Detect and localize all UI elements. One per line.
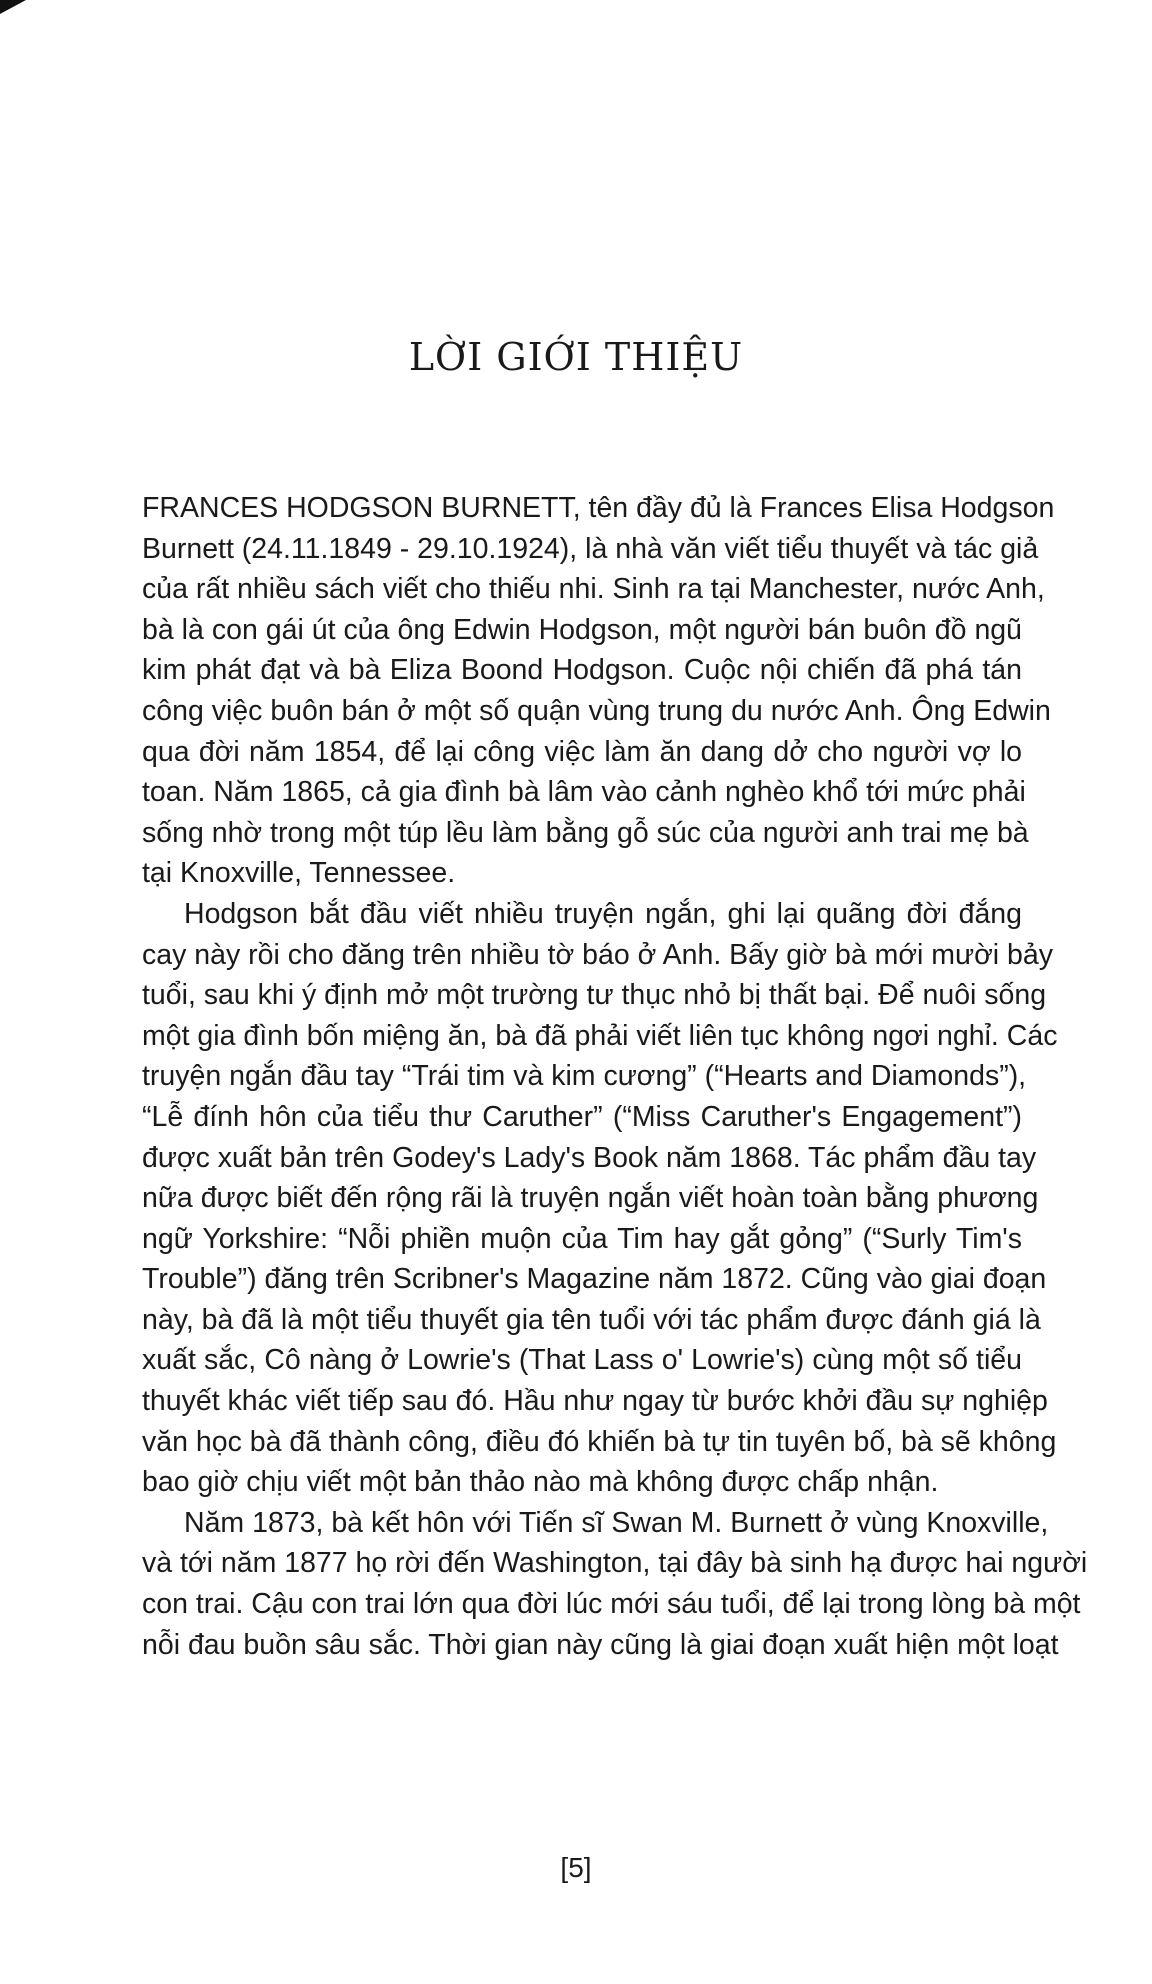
text-line: và tới năm 1877 họ rời đến Washington, tại đây bà sinh hạ được hai người bbox=[142, 1547, 1088, 1580]
body-text bbox=[142, 488, 1088, 1665]
text-line: Trouble”) đăng trên Scribner's Magazine năm 1872. Cũng vào giai đoạn bbox=[142, 1263, 1047, 1296]
paragraph-3 bbox=[142, 1503, 1088, 1665]
text-line: cay này rồi cho đăng trên nhiều tờ báo ở Anh. Bấy giờ bà mới mười bảy bbox=[142, 938, 1053, 971]
text-line: một gia đình bốn miệng ăn, bà đã phải viết liên tục không ngơi nghỉ. Các bbox=[142, 1019, 1058, 1052]
paragraph-1 bbox=[142, 488, 1055, 894]
text-line: Hodgson bắt đầu viết nhiều truyện ngắn, ghi lại quãng đời đắng bbox=[184, 897, 1022, 930]
text-line: Burnett (24.11.1849 - 29.10.1924), là nhà văn viết tiểu thuyết và tác giả bbox=[142, 532, 1039, 565]
text-line: FRANCES HODGSON BURNETT, tên đầy đủ là Frances Elisa Hodgson bbox=[142, 492, 1055, 524]
page-corner-mark bbox=[0, 0, 26, 14]
text-line: nỗi đau buồn sâu sắc. Thời gian này cũng là giai đoạn xuất hiện một loạt bbox=[142, 1628, 1059, 1661]
text-line: toan. Năm 1865, cả gia đình bà lâm vào cảnh nghèo khổ tới mức phải bbox=[142, 776, 1026, 809]
text-line: “Lễ đính hôn của tiểu thư Caruther” (“Miss Caruther's Engagement”) bbox=[142, 1100, 1022, 1133]
text-line: này, bà đã là một tiểu thuyết gia tên tuổi với tác phẩm được đánh giá là bbox=[142, 1303, 1041, 1336]
text-line: ngữ Yorkshire: “Nỗi phiền muộn của Tim hay gắt gỏng” (“Surly Tim's bbox=[142, 1222, 1022, 1255]
text-line: của rất nhiều sách viết cho thiếu nhi. Sinh ra tại Manchester, nước Anh, bbox=[142, 573, 1045, 606]
page-number: [5] bbox=[560, 1852, 592, 1883]
text-line: bao giờ chịu viết một bản thảo nào mà không được chấp nhận. bbox=[142, 1466, 939, 1499]
text-line: tại Knoxville, Tennessee. bbox=[142, 857, 456, 890]
text-line: nữa được biết đến rộng rãi là truyện ngắn viết hoàn toàn bằng phương bbox=[142, 1182, 1039, 1215]
page-title: LỜI GIỚI THIỆU bbox=[408, 335, 744, 379]
text-line: truyện ngắn đầu tay “Trái tim và kim cương” (“Hearts and Diamonds”), bbox=[142, 1060, 1027, 1093]
text-line: bà là con gái út của ông Edwin Hodgson, một người bán buôn đồ ngũ bbox=[142, 613, 1022, 646]
text-line: tuổi, sau khi ý định mở một trường tư thục nhỏ bị thất bại. Để nuôi sống bbox=[142, 979, 1047, 1012]
text-line: được xuất bản trên Godey's Lady's Book năm 1868. Tác phẩm đầu tay bbox=[142, 1141, 1037, 1174]
text-line: xuất sắc, Cô nàng ở Lowrie's (That Lass o' Lowrie's) cùng một số tiểu bbox=[142, 1344, 1022, 1377]
paragraph-2 bbox=[142, 894, 1058, 1503]
text-line: văn học bà đã thành công, điều đó khiến bà tự tin tuyên bố, bà sẽ không bbox=[142, 1425, 1057, 1458]
text-line: sống nhờ trong một túp lều làm bằng gỗ súc của người anh trai mẹ bà bbox=[142, 816, 1029, 849]
text-line: kim phát đạt và bà Eliza Boond Hodgson. Cuộc nội chiến đã phá tán bbox=[142, 654, 1022, 687]
text-line: con trai. Cậu con trai lớn qua đời lúc mới sáu tuổi, để lại trong lòng bà một bbox=[142, 1588, 1081, 1621]
text-line: Năm 1873, bà kết hôn với Tiến sĩ Swan M. Burnett ở vùng Knoxville, bbox=[184, 1506, 1049, 1539]
text-line: qua đời năm 1854, để lại công việc làm ăn dang dở cho người vợ lo bbox=[142, 735, 1022, 768]
text-line: công việc buôn bán ở một số quận vùng trung du nước Anh. Ông Edwin bbox=[142, 694, 1051, 727]
text-line: thuyết khác viết tiếp sau đó. Hầu như ngay từ bước khởi đầu sự nghiệp bbox=[142, 1385, 1048, 1418]
